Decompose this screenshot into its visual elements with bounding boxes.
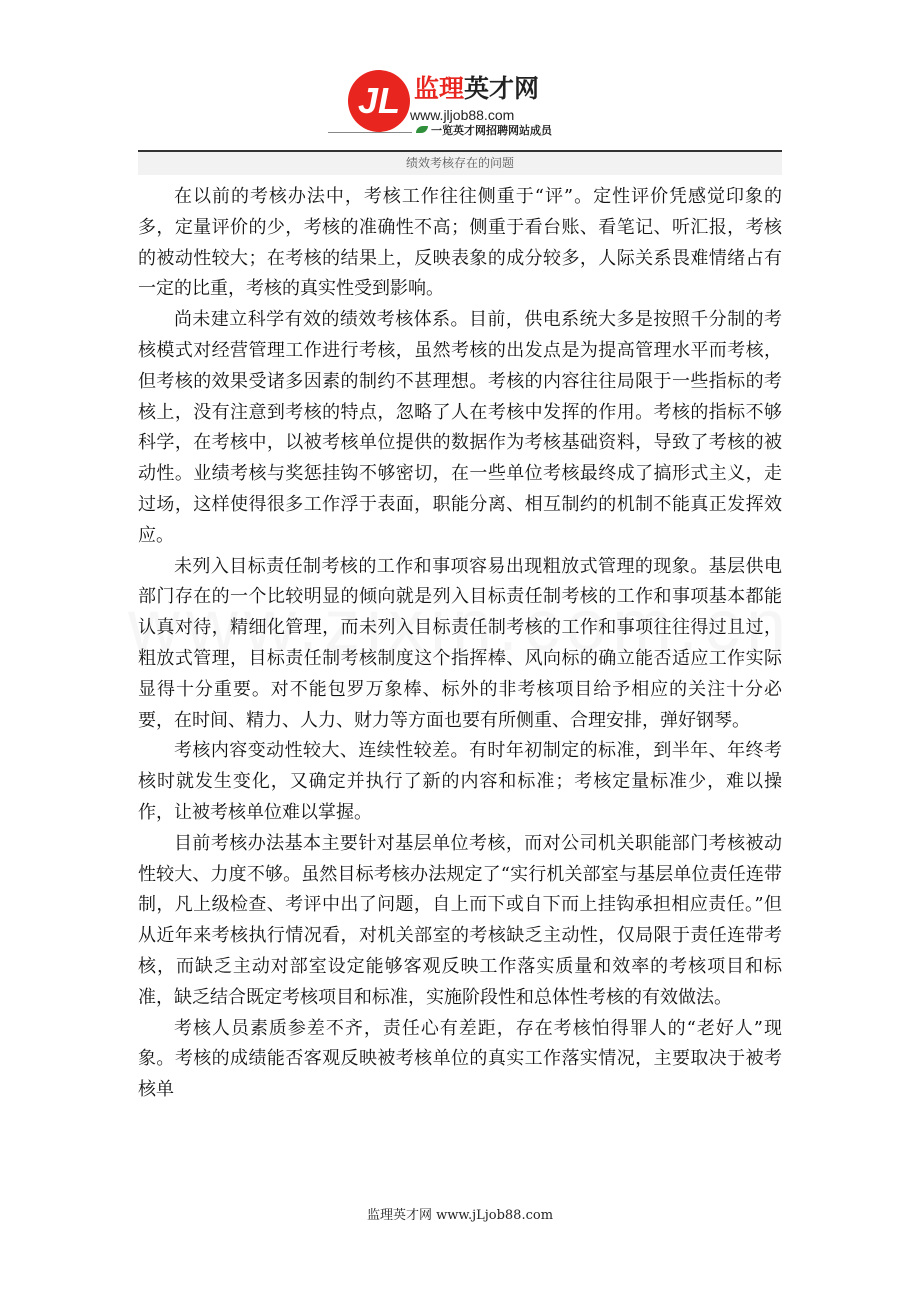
site-name-part2: 英才网	[464, 74, 540, 103]
site-name[interactable]	[414, 74, 539, 104]
document-title: 绩效考核存在的问题	[138, 150, 782, 175]
logo-divider	[328, 132, 412, 133]
page-footer[interactable]: 监理英才网 www.jLjob88.com	[366, 1208, 554, 1223]
paragraph: 未列入目标责任制考核的工作和事项容易出现粗放式管理的现象。基层供电部门存在的一个比较明显的倾向就是列入目标责任制考核的工作和事项基本都能认真对待，精细化管理，而未列入目标责任制考核的工作和事项往往得过且过，粗放式管理，目标责任制考核制度这个指挥棒、风向标的确立能否适应工作实际显得十分重要。对不能包罗万象棒、标外的非考核项目给予相应的关注十分必要，在时间、精力、人力、财力等方面也要有所侧重、合理安排，弹好钢琴。	[138, 555, 782, 731]
site-slogan: 一览英才网招聘网站成员	[431, 124, 552, 137]
leaf-icon	[416, 126, 428, 133]
paragraph: 尚未建立科学有效的绩效考核体系。目前，供电系统大多是按照千分制的考核模式对经营管理工作进行考核，虽然考核的出发点是为提高管理水平而考核，但考核的效果受诸多因素的制约不甚理想。考核的内容往往局限于一些指标的考核上，没有注意到考核的特点，忽略了人在考核中发挥的作用。考核的指标不够科学，在考核中，以被考核单位提供的数据作为考核基础资料，导致了考核的被动性。业绩考核与奖惩挂钩不够密切，在一些单位考核最终成了搞形式主义，走过场，这样使得很多工作浮于表面，职能分离、相互制约的机制不能真正发挥效应。	[138, 309, 782, 546]
site-name-part1: 监理	[414, 74, 465, 103]
paragraph: 目前考核办法基本主要针对基层单位考核，而对公司机关职能部门考核被动性较大、力度不够。虽然目标考核办法规定了“实行机关部室与基层单位责任连带制，凡上级检查、考评中出了问题，自上而下或自下而上挂钩承担相应责任。”但从近年来考核执行情况看，对机关部室的考核缺乏主动性，仅局限于责任连带考核，而缺乏主动对部室设定能够客观反映工作落实质量和效率的考核项目和标准，缺乏结合既定考核项目和标准，实施阶段性和总体性考核的有效做法。	[138, 832, 782, 1008]
site-header	[138, 62, 782, 150]
logo-mark: JL	[357, 80, 400, 121]
logo-icon[interactable]	[348, 70, 410, 132]
paragraph: 考核内容变动性较大、连续性较差。有时年初制定的标准，到半年、年终考核时就发生变化，又确定并执行了新的内容和标准；考核定量标准少，难以操作，让被考核单位难以掌握。	[138, 740, 782, 823]
document-body	[138, 182, 782, 1106]
site-url[interactable]: www.jljob88.com	[410, 107, 515, 123]
paragraph: 在以前的考核办法中，考核工作往往侧重于“评”。定性评价凭感觉印象的多，定量评价的少，考核的准确性不高；侧重于看台账、看笔记、听汇报，考核的被动性较大；在考核的结果上，反映表象的成分较多，人际关系畏难情绪占有一定的比重，考核的真实性受到影响。	[138, 186, 782, 300]
paragraph: 考核人员素质参差不齐，责任心有差距，存在考核怕得罪人的“老好人”现象。考核的成绩能否客观反映被考核单位的真实工作落实情况，主要取决于被考核单	[138, 1017, 782, 1101]
